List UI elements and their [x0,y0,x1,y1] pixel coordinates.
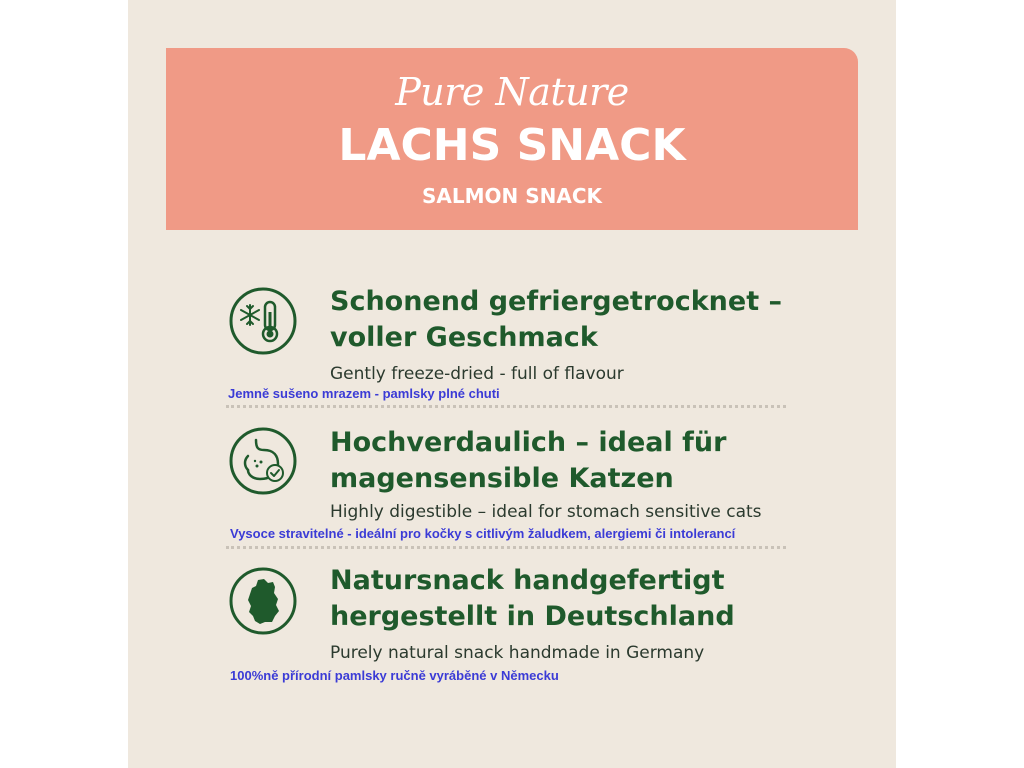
divider [226,405,786,408]
feature-title-line2: voller Geschmack [330,322,598,353]
freeze-dried-thermometer-icon [228,286,298,356]
feature-note-cz: 100%ně přírodní pamlsky ručně vyráběné v Německu [230,668,559,683]
feature-subtitle-en: Highly digestible – ideal for stomach sensitive cats [330,502,762,522]
feature-title [330,284,850,356]
feature-title-line1: Natursnack handgefertigt [330,565,725,596]
feature-title-line2: magensensible Katzen [330,463,674,494]
feature-note-cz: Vysoce stravitelné - ideální pro kočky s citlivým žaludkem, alergiemi či intolerancí [230,526,736,541]
feature-title-line1: Schonend gefriergetrocknet – [330,286,782,317]
product-banner [166,48,858,230]
feature-title-line2: hergestellt in Deutschland [330,601,735,632]
stomach-check-icon [228,426,298,496]
germany-map-icon [228,566,298,636]
feature-title-line1: Hochverdaulich – ideal für [330,427,727,458]
brand-name: Pure Nature [395,70,629,114]
divider [226,546,786,549]
product-info-graphic [128,0,896,768]
feature-title [330,563,850,635]
feature-subtitle-en: Gently freeze-dried - full of flavour [330,364,624,384]
product-title-de: LACHS SNACK [338,120,686,171]
feature-note-cz: Jemně sušeno mrazem - pamlsky plné chuti [228,386,500,401]
product-title-en: SALMON SNACK [421,184,603,208]
feature-subtitle-en: Purely natural snack handmade in Germany [330,643,705,663]
feature-title [330,425,850,497]
